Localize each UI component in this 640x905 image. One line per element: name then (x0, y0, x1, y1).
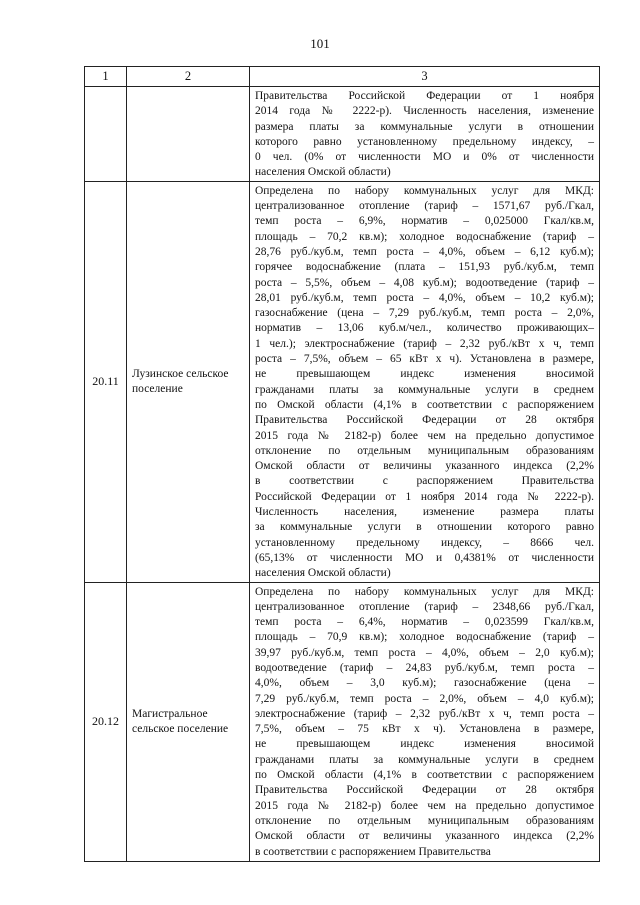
text-line: площадь – 70,2 кв.м); холодное водоснабжение (тариф – (255, 230, 594, 243)
text-line: гражданами платы за коммунальные услуги в среднем (255, 753, 594, 766)
text-line: Правительства Российской Федерации от 1 ноября (255, 90, 594, 102)
text-line: размера платы за коммунальные услуги в отношении (255, 120, 594, 133)
row-description-cell (250, 87, 600, 182)
header-cell-1: 1 (85, 67, 127, 87)
text-line: 39,97 руб./куб.м, темп роста – 4,0%, объем – 2,0 куб.м); (255, 646, 594, 659)
text-line: которого равно установленному предельному индексу, – (255, 135, 594, 148)
page-number: 101 (310, 36, 330, 51)
text-line: 2015 года № 2182-р) более чем на предельно допустимое (255, 429, 594, 442)
data-table (84, 66, 600, 862)
description-text (255, 89, 594, 181)
text-line: населения Омской области) (255, 567, 391, 580)
header-cell-3: 3 (250, 67, 600, 87)
row-number: 20.11 (85, 181, 127, 582)
text-line: Правительства Российской Федерации от 28 октября (255, 414, 594, 427)
settlement-name-line-2: сельское поселение (132, 722, 229, 735)
text-line: 4,0%, объем – 3,0 куб.м); газоснабжение (цена – (255, 677, 594, 690)
settlement-name-line-1: Магистральное (132, 707, 208, 720)
description-text (255, 184, 594, 582)
settlement-name-line-2: поселение (132, 382, 183, 395)
table-row-continued (85, 87, 600, 182)
text-line: Численность населения, изменение размера платы (255, 506, 594, 519)
text-line: (65,13% от численности МО и 0,4381% от численности (255, 551, 594, 564)
table-row-20-11 (85, 181, 600, 582)
text-line: темп роста – 6,9%, норматив – 0,025000 Гкал/кв.м, (255, 215, 594, 228)
text-line: водоотведение (тариф – 24,83 руб./куб.м, темп роста – (255, 661, 594, 674)
row-number-cell (85, 87, 127, 182)
text-line: 28,01 руб./куб.м, темп роста – 4,0%, объем – 10,2 куб.м); (255, 291, 594, 304)
row-name-cell (127, 87, 250, 182)
text-line: темп роста – 6,4%, норматив – 0,023599 Гкал/кв.м, (255, 616, 594, 629)
text-line: 7,5%, объем – 75 кВт х ч). Установлена в размере, (255, 723, 594, 736)
row-description-cell (250, 181, 600, 582)
text-line: 28,76 руб./куб.м, темп роста – 4,0%, объем – 6,12 куб.м); (255, 245, 594, 258)
settlement-name (127, 582, 250, 861)
text-line: площадь – 70,9 кв.м); холодное водоснабжение (тариф – (255, 631, 594, 644)
text-line: отклонение по отдельным муниципальным образованиям (255, 814, 594, 827)
text-line: 2014 года № 2222-р). Численность населения, изменение (255, 105, 594, 118)
text-line: роста – 7,5%, объем – 65 кВт х ч). Установлена в размере, (255, 353, 594, 366)
text-line: 1 чел.); электроснабжение (тариф – 2,32 руб./кВт х ч, темп (255, 337, 594, 350)
text-line: Правительства Российской Федерации от 28 октября (255, 784, 594, 797)
text-line: газоснабжение (цена – 7,29 руб./куб.м, темп роста – 2,0%, (255, 307, 594, 320)
description-text (255, 585, 594, 860)
text-line: по Омской области (4,1% в соответствии с распоряжением (255, 398, 594, 411)
row-number: 20.12 (85, 582, 127, 861)
text-line: за коммунальные услуги в отношении которого равно (255, 521, 594, 534)
text-line: 7,29 руб./куб.м, темп роста – 2,0%, объем – 4,0 куб.м); (255, 692, 594, 705)
row-description-cell (250, 582, 600, 861)
text-line: гражданами платы за коммунальные услуги в среднем (255, 383, 594, 396)
table-header-row (85, 67, 600, 87)
text-line: по Омской области (4,1% в соответствии с распоряжением (255, 769, 594, 782)
text-line: не превышающем индекс изменения вносимой (255, 738, 594, 751)
text-line: централизованное отопление (тариф – 2348,66 руб./Гкал, (255, 600, 594, 613)
text-line: Омской области от величины указанного индекса (2,2% (255, 830, 594, 843)
text-line: электроснабжение (тариф – 2,32 руб./кВт х ч, темп роста – (255, 707, 594, 720)
text-line: 0 чел. (0% от численности МО и 0% от численности (255, 151, 594, 164)
text-line: отклонение по отдельным муниципальным образованиям (255, 444, 594, 457)
text-line: Определена по набору коммунальных услуг для МКД: (255, 585, 594, 598)
text-line: 2015 года № 2182-р) более чем на предельно допустимое (255, 799, 594, 812)
text-line: установленному предельному индексу, – 8666 чел. (255, 536, 594, 549)
text-line: не превышающем индекс изменения вносимой (255, 368, 594, 381)
text-line: норматив – 13,06 куб.м/чел., количество проживающих– (255, 322, 594, 335)
text-line: горячее водоснабжение (плата – 151,93 руб./куб.м, темп (255, 261, 594, 274)
text-line: Российской Федерации от 1 ноября 2014 года № 2222-р). (255, 490, 594, 503)
header-cell-2: 2 (127, 67, 250, 87)
text-line: централизованное отопление (тариф – 1571,67 руб./Гкал, (255, 200, 594, 213)
text-line: населения Омской области) (255, 166, 391, 179)
settlement-name (127, 181, 250, 582)
table-row-20-12 (85, 582, 600, 861)
text-line: в соответствии с распоряжением Правительства (255, 845, 491, 858)
text-line: в соответствии с распоряжением Правительства (255, 475, 594, 488)
text-line: Омской области от величины указанного индекса (2,2% (255, 460, 594, 473)
settlement-name-line-1: Лузинское сельское (132, 367, 229, 380)
text-line: Определена по набору коммунальных услуг для МКД: (255, 184, 594, 197)
text-line: роста – 5,5%, объем – 4,08 куб.м); водоотведение (тариф – (255, 276, 594, 289)
